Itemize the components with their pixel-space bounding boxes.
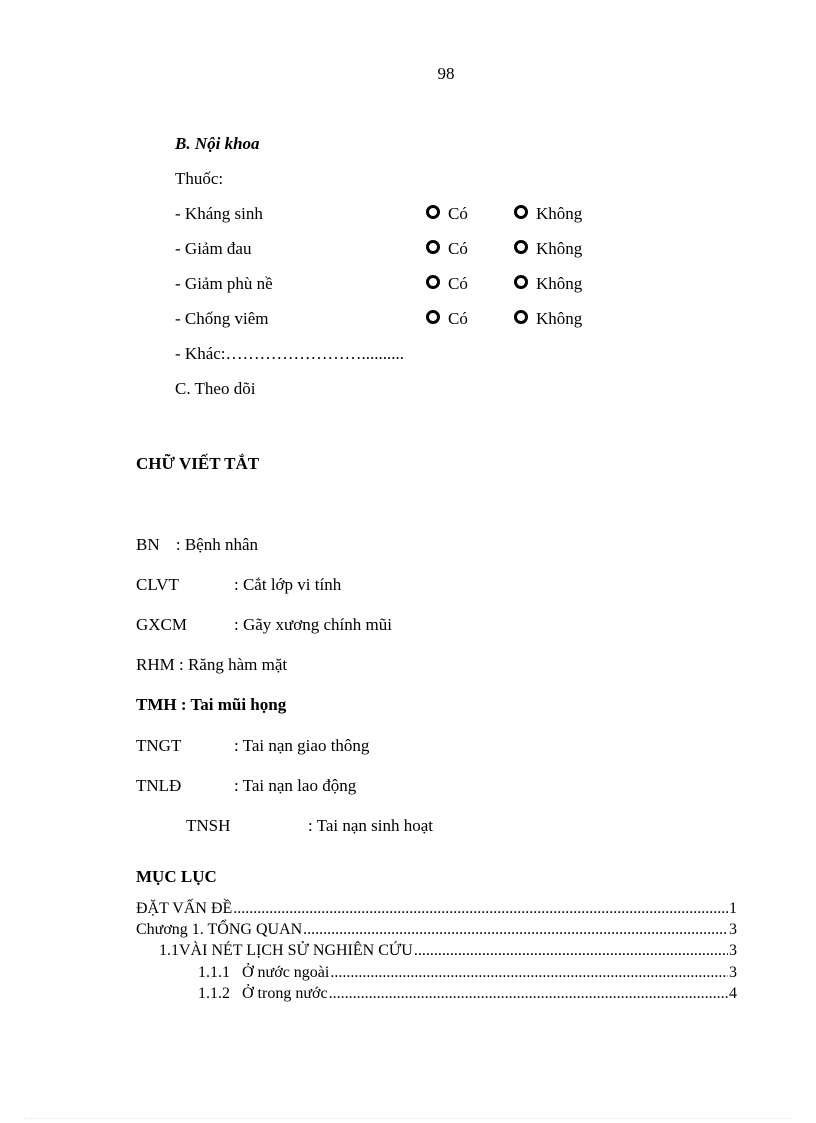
- abbrev-desc: : Tai mũi họng: [180, 695, 287, 714]
- abbrev-desc: : Răng hàm mặt: [178, 655, 288, 674]
- drug-label: Thuốc:: [175, 169, 224, 188]
- drug-item-label: - Giảm đau: [175, 239, 252, 258]
- abbrev-code: BN: [136, 535, 160, 554]
- abbrev-row: [186, 816, 433, 836]
- toc-page: 3: [729, 964, 737, 981]
- toc-title: 1.1.1 Ở nước ngoài: [198, 964, 330, 981]
- abbrev-code: TNSH: [186, 816, 231, 835]
- toc-title: 1.1VÀI NÉT LỊCH SỬ NGHIÊN CỨU: [159, 942, 413, 959]
- abbrev-row: [136, 615, 392, 635]
- toc-leader: [303, 921, 728, 939]
- radio-circle-icon: [426, 310, 440, 324]
- no-option[interactable]: [514, 274, 582, 294]
- page-number: 98: [437, 64, 455, 83]
- abbrev-code: GXCM: [136, 615, 188, 634]
- abbrev-desc: : Cắt lớp vi tính: [234, 575, 342, 594]
- yes-label: Có: [448, 204, 468, 223]
- toc-entry[interactable]: [198, 964, 737, 982]
- yes-option[interactable]: [426, 239, 468, 259]
- toc-page: 3: [729, 942, 737, 959]
- abbrev-code: TMH: [136, 695, 177, 714]
- toc-entry[interactable]: [198, 985, 737, 1003]
- no-label: Không: [536, 204, 583, 223]
- no-label: Không: [536, 274, 583, 293]
- drug-item-label: - Chống viêm: [175, 309, 269, 328]
- no-option[interactable]: [514, 204, 582, 224]
- radio-circle-icon: [426, 275, 440, 289]
- toc-leader: [330, 964, 728, 982]
- radio-circle-icon: [514, 275, 528, 289]
- abbrev-code: TNGT: [136, 736, 182, 755]
- no-option[interactable]: [514, 239, 582, 259]
- toc-title: Chương 1. TỔNG QUAN: [136, 921, 303, 938]
- radio-circle-icon: [514, 205, 528, 219]
- yes-label: Có: [448, 239, 468, 258]
- no-label: Không: [536, 309, 583, 328]
- section-c-heading: C. Theo dõi: [175, 379, 256, 398]
- drug-item-label: - Kháng sinh: [175, 204, 263, 223]
- abbrev-row: [136, 695, 286, 715]
- toc-entry[interactable]: [159, 942, 737, 960]
- drug-item-label: - Giảm phù nề: [175, 274, 273, 293]
- radio-circle-icon: [514, 240, 528, 254]
- toc-heading: MỤC LỤC: [136, 867, 217, 886]
- yes-option[interactable]: [426, 274, 468, 294]
- toc-page: 1: [729, 900, 737, 917]
- abbrev-row: [136, 776, 356, 796]
- radio-circle-icon: [514, 310, 528, 324]
- radio-circle-icon: [426, 240, 440, 254]
- abbrev-code: CLVT: [136, 575, 179, 594]
- no-option[interactable]: [514, 309, 582, 329]
- abbrev-code: TNLĐ: [136, 776, 182, 795]
- toc-page: 4: [729, 985, 737, 1002]
- abbrev-row: [136, 535, 258, 555]
- radio-circle-icon: [426, 205, 440, 219]
- abbrev-desc: : Tai nạn giao thông: [234, 736, 370, 755]
- toc-leader: [414, 942, 728, 960]
- toc-entry[interactable]: [136, 921, 737, 939]
- toc-leader: [233, 900, 728, 918]
- toc-entry[interactable]: [136, 900, 737, 918]
- no-label: Không: [536, 239, 583, 258]
- abbrev-heading: CHỮ VIẾT TẮT: [136, 454, 260, 473]
- toc-title: ĐẶT VẤN ĐỀ: [136, 900, 233, 917]
- abbrev-desc: : Gãy xương chính mũi: [234, 615, 392, 634]
- yes-option[interactable]: [426, 204, 468, 224]
- abbrev-row: [136, 655, 287, 675]
- abbrev-desc: : Tai nạn lao động: [234, 776, 357, 795]
- abbrev-row: [136, 736, 369, 756]
- yes-label: Có: [448, 309, 468, 328]
- other-drug-field: - Khác:……………………..........: [175, 344, 405, 363]
- abbrev-row: [136, 575, 341, 595]
- yes-option[interactable]: [426, 309, 468, 329]
- abbrev-desc: : Bệnh nhân: [175, 535, 259, 554]
- abbrev-code: RHM: [136, 655, 175, 674]
- section-b-heading: B. Nội khoa: [175, 134, 260, 153]
- toc-page: 3: [729, 921, 737, 938]
- page-bottom-divider: [24, 1118, 792, 1119]
- abbrev-desc: : Tai nạn sinh hoạt: [308, 816, 434, 835]
- yes-label: Có: [448, 274, 468, 293]
- toc-title: 1.1.2 Ở trong nước: [198, 985, 328, 1002]
- toc-leader: [329, 985, 728, 1003]
